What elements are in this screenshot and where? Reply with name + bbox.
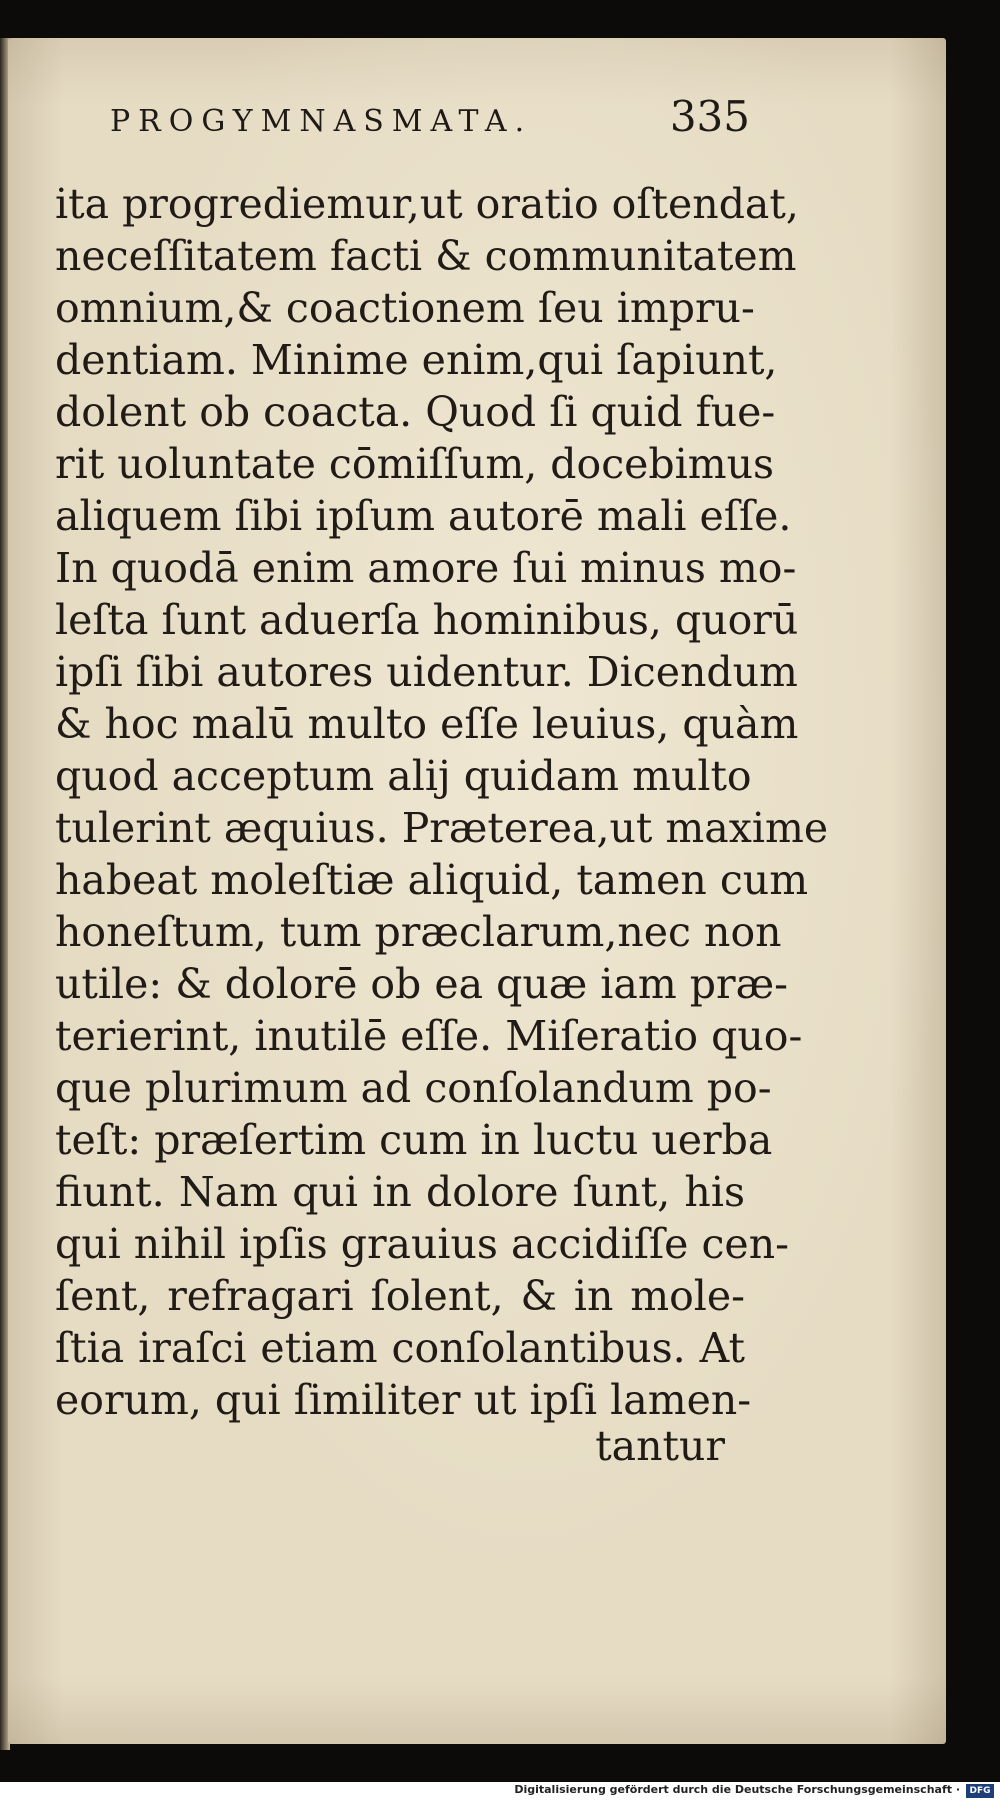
text-line: In quodā enim amore ſui minus mo- <box>55 544 797 592</box>
body-text <box>55 178 829 1426</box>
text-line: ipſi ſibi autores uidentur. Dicendum <box>55 648 798 696</box>
text-line: habeat moleſtiæ aliquid, tamen cum <box>55 856 809 904</box>
text-line: teſt: præſertim cum in luctu uerba <box>55 1116 773 1164</box>
text-line: dolent ob coacta. Quod ſi quid fue- <box>55 388 776 436</box>
text-line: qui nihil ipſis grauius accidiſſe cen- <box>55 1220 789 1268</box>
text-line: rit uoluntate cōmiſſum, docebimus <box>55 440 775 488</box>
text-line: aliquem ſibi ipſum autorē mali eſſe. <box>55 492 792 540</box>
running-head <box>110 92 750 141</box>
text-line: ſtia iraſci etiam conſolantibus. At <box>55 1324 745 1372</box>
text-line: eorum, qui ſimiliter ut ipſi lamen- <box>55 1376 752 1424</box>
text-line: leſta ſunt aduerſa hominibus, quorū <box>55 596 799 644</box>
text-line: dentiam. Minime enim,qui ſapiunt, <box>55 336 778 384</box>
text-line: omnium,& coactionem ſeu impru- <box>55 284 755 332</box>
text-line: fiunt. Nam qui in dolore ſunt, his <box>55 1168 745 1216</box>
text-line: quod acceptum alij quidam multo <box>55 752 752 800</box>
text-line: terierint, inutilē eſſe. Miſeratio quo- <box>55 1012 803 1060</box>
text-line: tulerint æquius. Præterea,ut maxime <box>55 804 829 852</box>
text-line: que plurimum ad conſolandum po- <box>55 1064 772 1112</box>
text-line: ſent, refragari ſolent, & in mole- <box>55 1272 745 1320</box>
page-number: 335 <box>669 92 750 141</box>
dfg-logo-icon: DFG <box>966 1784 994 1798</box>
footer-credit: Digitalisierung gefördert durch die Deutsche Forschungsgemeinschaft · <box>514 1783 960 1796</box>
text-line: ita progrediemur,ut oratio oſtendat, <box>55 180 799 228</box>
text-line: honeſtum, tum præclarum,nec non <box>55 908 782 956</box>
text-line: & hoc malū multo eſſe leuius, quàm <box>55 700 799 748</box>
text-line: utile: & dolorē ob ea quæ iam præ- <box>55 960 788 1008</box>
text-line: neceſſitatem facti & communitatem <box>55 232 797 280</box>
running-title: PROGYMNASMATA. <box>110 104 533 139</box>
catchword: tantur <box>595 1422 725 1470</box>
